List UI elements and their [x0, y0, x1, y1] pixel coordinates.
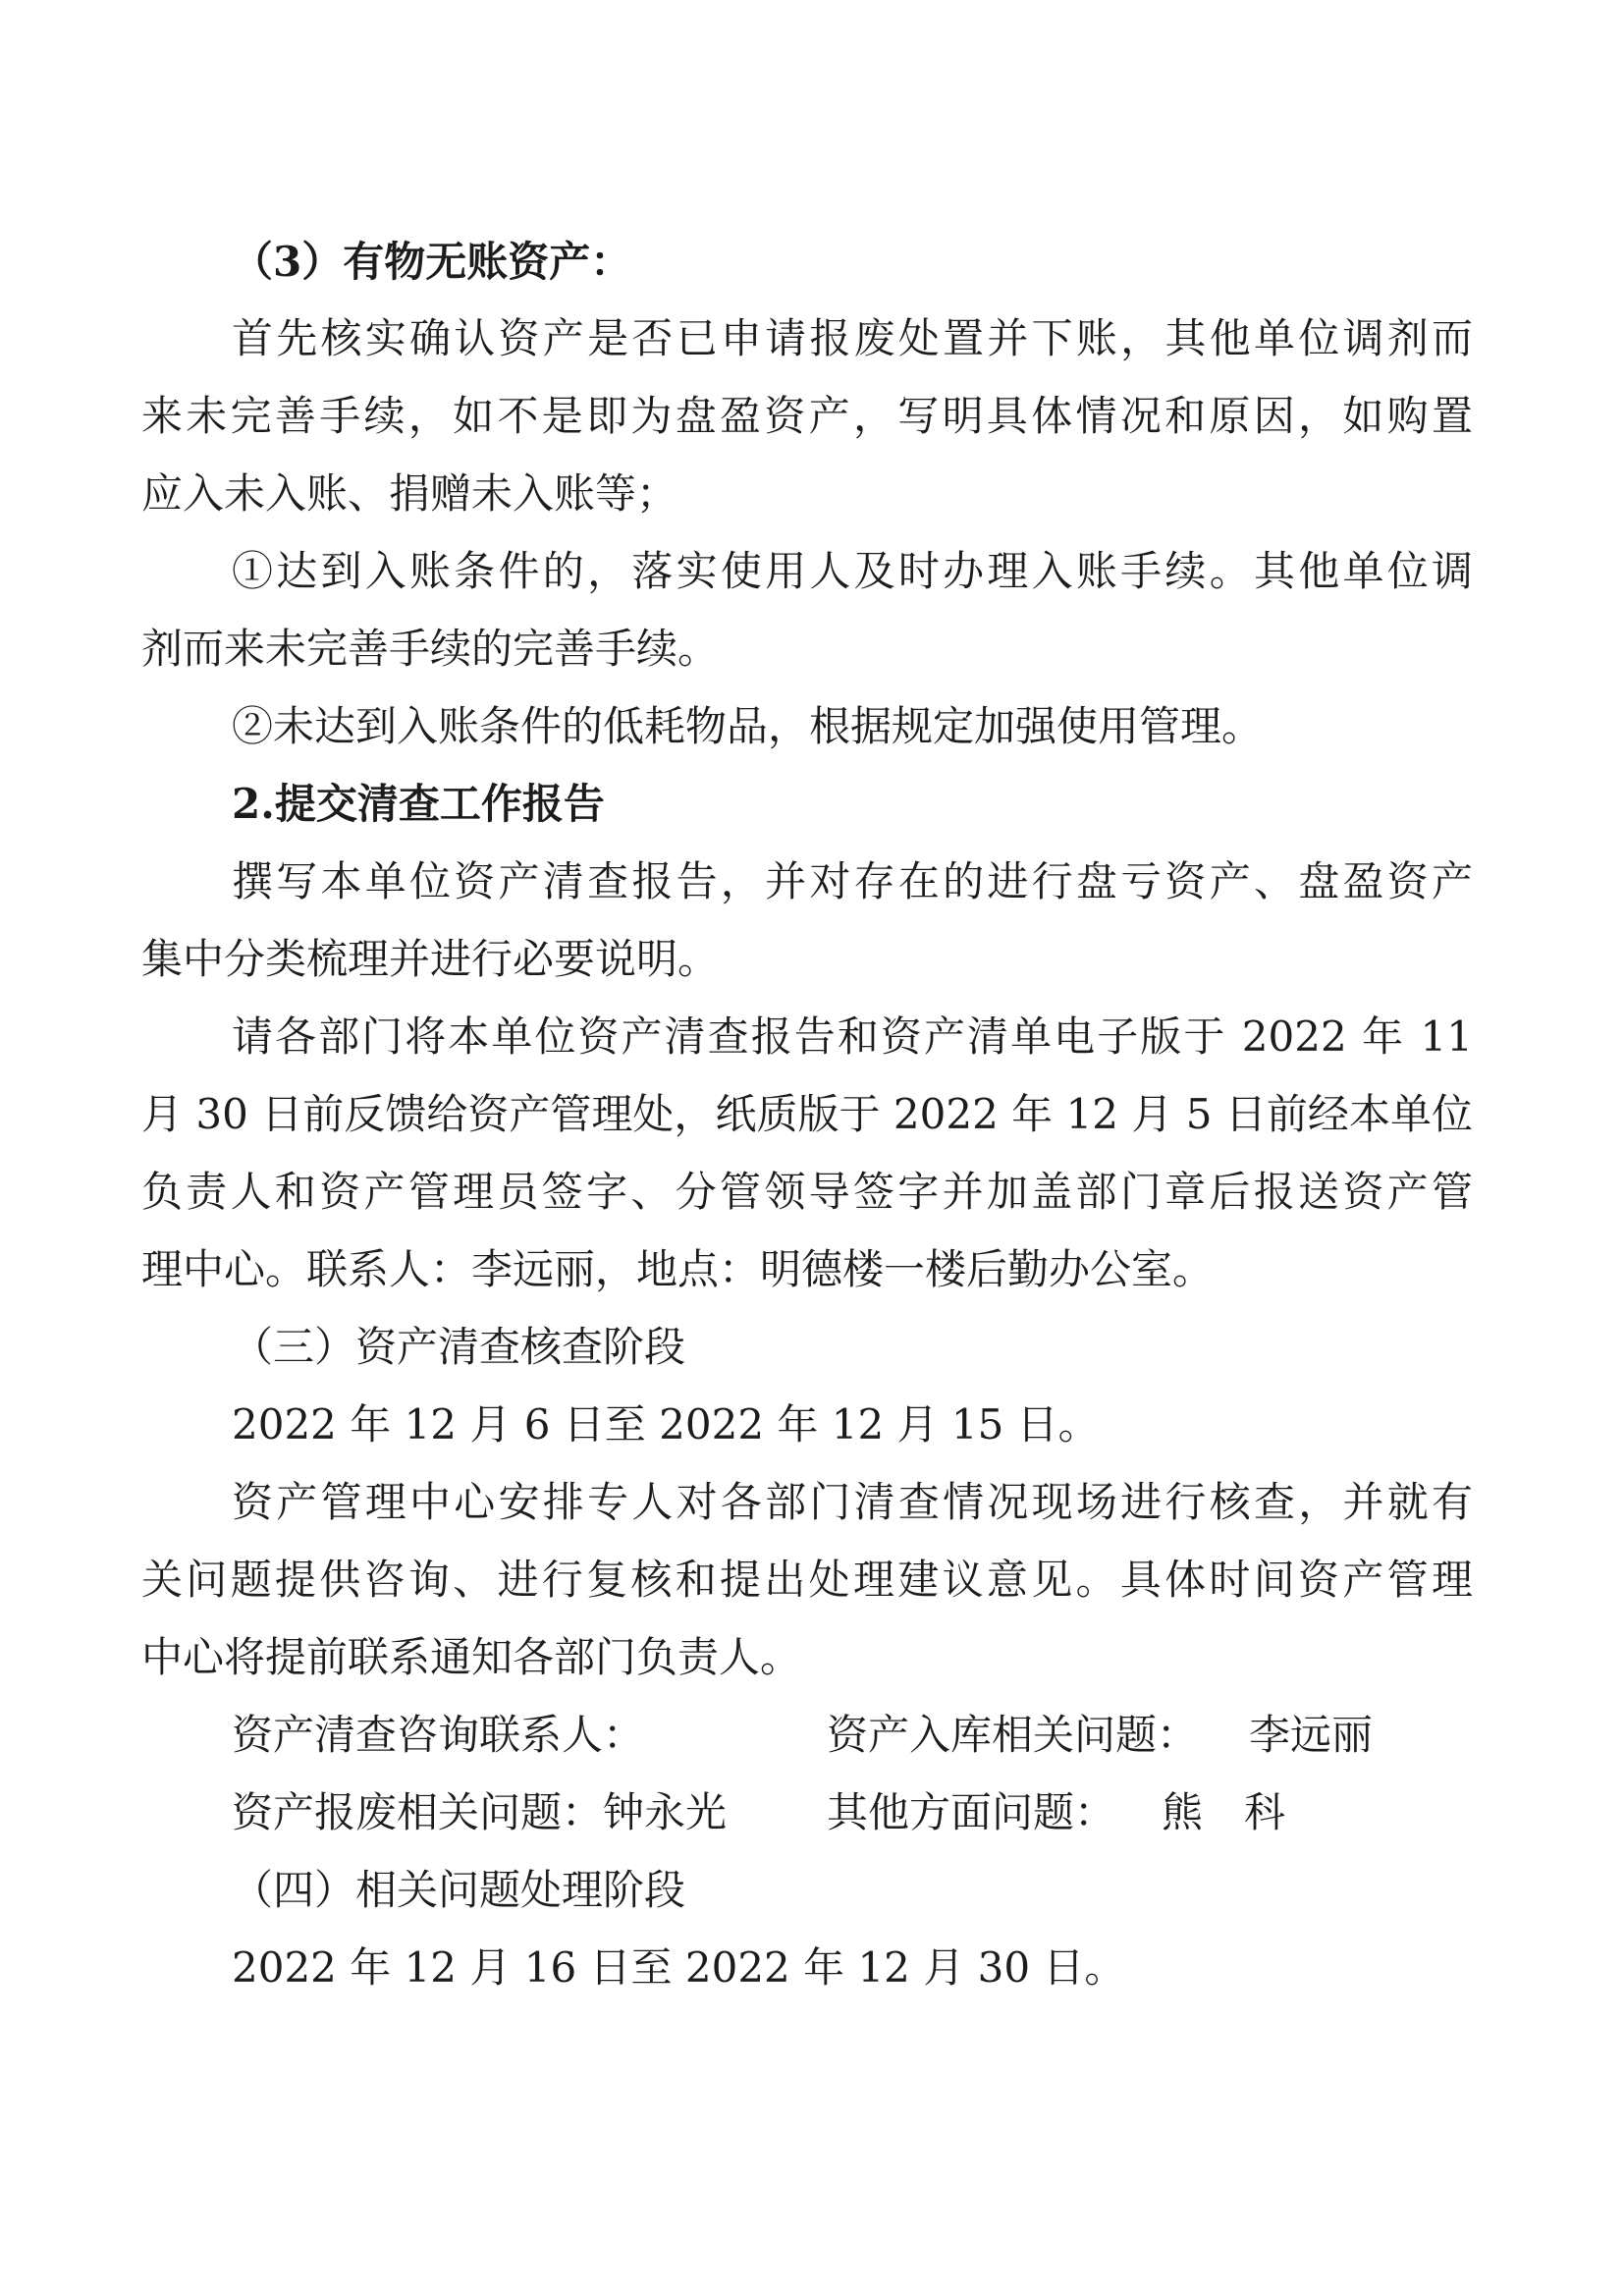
paragraph-line: 来未完善手续，如不是即为盘盈资产，写明具体情况和原因，如购置 — [141, 392, 1473, 440]
contact-other-name: 熊 科 — [1162, 1788, 1286, 1836]
paragraph-line: 撰写本单位资产清查报告，并对存在的进行盘亏资产、盘盈资产 — [232, 857, 1473, 905]
section-2-heading: 2.提交清查工作报告 — [232, 780, 605, 828]
paragraph-line: 月 30 日前反馈给资产管理处，纸质版于 2022 年 12 月 5 日前经本单位 — [141, 1090, 1473, 1138]
list-item: ①达到入账条件的，落实使用人及时办理入账手续。其他单位调 — [232, 547, 1473, 595]
contact-label: 资产清查咨询联系人： — [232, 1711, 645, 1759]
paragraph-line: 集中分类梳理并进行必要说明。 — [141, 935, 720, 983]
paragraph-line: 关问题提供咨询、进行复核和提出处理建议意见。具体时间资产管理 — [141, 1556, 1473, 1604]
date-range: 2022 年 12 月 6 日至 2022 年 12 月 15 日。 — [232, 1400, 1100, 1449]
section-3-stage-heading: （三）资产清查核查阶段 — [232, 1323, 686, 1371]
paragraph-line: 首先核实确认资产是否已申请报废处置并下账，其他单位调剂而 — [232, 314, 1473, 362]
section-4-stage-heading: （四）相关问题处理阶段 — [232, 1866, 686, 1914]
paragraph-line: 请各部门将本单位资产清查报告和资产清单电子版于 2022 年 11 — [232, 1012, 1473, 1061]
paragraph-line: 中心将提前联系通知各部门负责人。 — [141, 1633, 802, 1681]
paragraph-line: 应入未入账、捐赠未入账等； — [141, 469, 678, 518]
paragraph-line: 理中心。联系人：李远丽，地点：明德楼一楼后勤办公室。 — [141, 1245, 1215, 1293]
contact-scrap-label: 资产报废相关问题：钟永光 — [232, 1788, 728, 1836]
date-range: 2022 年 12 月 16 日至 2022 年 12 月 30 日。 — [232, 1943, 1126, 1992]
list-item: 剂而来未完善手续的完善手续。 — [141, 625, 720, 673]
contact-intake-name: 李远丽 — [1249, 1711, 1374, 1759]
section-3-heading: （3）有物无账资产： — [232, 238, 632, 286]
contact-other-label: 其他方面问题： — [827, 1788, 1116, 1836]
paragraph-line: 负责人和资产管理员签字、分管领导签字并加盖部门章后报送资产管 — [141, 1168, 1473, 1216]
paragraph-line: 资产管理中心安排专人对各部门清查情况现场进行核查，并就有 — [232, 1478, 1473, 1526]
list-item: ②未达到入账条件的低耗物品，根据规定加强使用管理。 — [232, 702, 1264, 750]
contact-intake-label: 资产入库相关问题： — [827, 1711, 1199, 1759]
